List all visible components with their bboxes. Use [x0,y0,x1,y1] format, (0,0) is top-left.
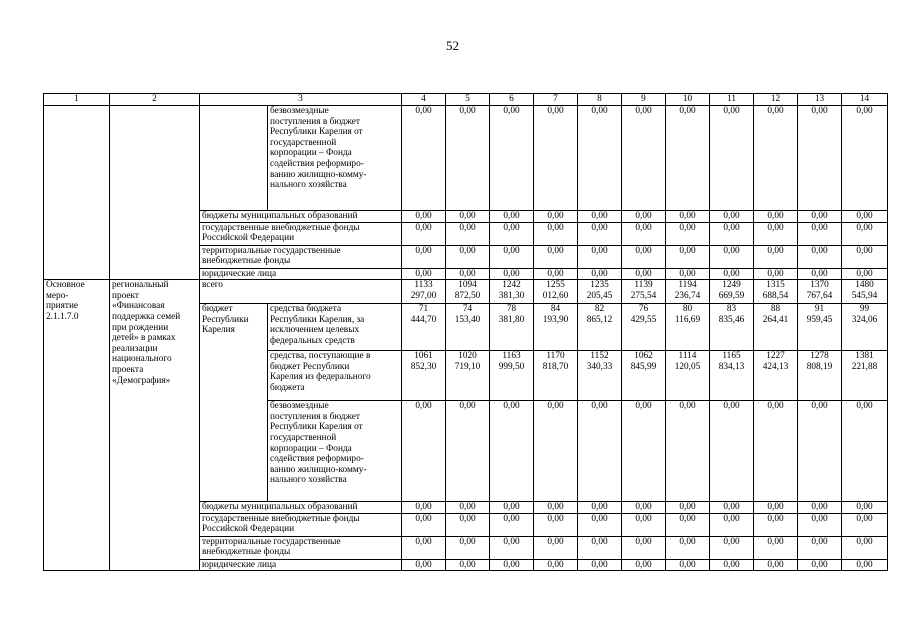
header-cell: 1 [44,94,110,106]
value-cell: 0,00 [798,536,842,559]
value-cell: 0,00 [754,222,798,245]
value-cell: 0,00 [578,559,622,571]
value-cell: 1020 719,10 [446,351,490,401]
value-cell: 0,00 [798,401,842,502]
row-label: средства бюджета Республики Карелия, за исключением целевых федеральных средств [268,304,402,351]
value-cell: 0,00 [666,222,710,245]
value-cell: 0,00 [490,502,534,514]
value-cell: 0,00 [490,245,534,268]
header-cell: 5 [446,94,490,106]
header-cell: 2 [110,94,200,106]
measure-name: региональный проект «Финансовая поддержка семей при рождении детей» в рамках реализации национального проекта «Демография» [110,280,200,571]
value-cell: 1242 381,30 [490,280,534,304]
value-cell: 0,00 [534,268,578,280]
header-row [44,94,888,106]
row-label: средства, поступающие в бюджет Республики Карелия из федерального бюджета [268,351,402,401]
value-cell: 0,00 [798,502,842,514]
value-cell: 0,00 [798,222,842,245]
value-cell: 0,00 [842,245,888,268]
value-cell: 0,00 [446,559,490,571]
value-cell: 0,00 [446,401,490,502]
value-cell: 0,00 [490,211,534,223]
value-cell: 0,00 [534,106,578,211]
value-cell: 0,00 [490,401,534,502]
header-cell: 4 [402,94,446,106]
budget-group-label: бюджет Республики Карелия [200,304,268,502]
value-cell: 83 835,46 [710,304,754,351]
value-cell: 0,00 [578,268,622,280]
value-cell: 0,00 [534,401,578,502]
value-cell: 0,00 [446,513,490,536]
value-cell: 0,00 [446,222,490,245]
value-cell: 1133 297,00 [402,280,446,304]
value-cell: 0,00 [710,106,754,211]
value-cell: 0,00 [842,559,888,571]
value-cell: 0,00 [622,513,666,536]
header-cell: 11 [710,94,754,106]
value-cell: 0,00 [534,245,578,268]
value-cell: 0,00 [402,401,446,502]
measure-code: Основное меро- приятие 2.1.1.7.0 [44,280,110,571]
value-cell: 0,00 [710,536,754,559]
value-cell: 0,00 [798,106,842,211]
value-cell: 88 264,41 [754,304,798,351]
value-cell: 0,00 [534,513,578,536]
value-cell: 0,00 [402,106,446,211]
value-cell: 0,00 [622,502,666,514]
value-cell: 0,00 [578,106,622,211]
empty-cell [44,106,110,280]
value-cell: 1170 818,70 [534,351,578,401]
empty-cell [110,106,200,280]
value-cell: 0,00 [446,502,490,514]
value-cell: 1227 424,13 [754,351,798,401]
header-cell: 6 [490,94,534,106]
value-cell: 0,00 [666,559,710,571]
value-cell: 1163 999,50 [490,351,534,401]
header-cell: 3 [200,94,402,106]
value-cell: 0,00 [622,222,666,245]
value-cell: 0,00 [402,513,446,536]
value-cell: 1194 236,74 [666,280,710,304]
value-cell: 1480 545,94 [842,280,888,304]
value-cell: 0,00 [666,268,710,280]
value-cell: 0,00 [798,211,842,223]
value-cell: 0,00 [446,536,490,559]
page-number: 52 [446,38,459,53]
row-label: юридические лица [200,268,402,280]
value-cell: 1114 120,05 [666,351,710,401]
value-cell: 0,00 [842,401,888,502]
value-cell: 0,00 [754,502,798,514]
value-cell: 1255 012,60 [534,280,578,304]
value-cell: 0,00 [710,401,754,502]
header-cell: 7 [534,94,578,106]
value-cell: 0,00 [402,245,446,268]
row-label: безвозмездные поступления в бюджет Республики Карелия от государственной корпорации – Фонда содействия реформиро- ванию жилищно-комму- нального хозяйства [268,106,402,211]
row-label: территориальные государственные внебюджетные фонды [200,536,402,559]
value-cell: 0,00 [710,559,754,571]
row-label: территориальные государственные внебюджетные фонды [200,245,402,268]
value-cell: 0,00 [666,401,710,502]
value-cell: 0,00 [446,268,490,280]
value-cell: 0,00 [842,268,888,280]
row-label: юридические лица [200,559,402,571]
value-cell: 82 865,12 [578,304,622,351]
value-cell: 1235 205,45 [578,280,622,304]
value-cell: 80 116,69 [666,304,710,351]
value-cell: 0,00 [578,502,622,514]
value-cell: 1139 275,54 [622,280,666,304]
value-cell: 0,00 [402,222,446,245]
value-cell: 0,00 [402,536,446,559]
value-cell: 0,00 [534,559,578,571]
value-cell: 74 153,40 [446,304,490,351]
value-cell: 0,00 [578,222,622,245]
value-cell: 0,00 [798,559,842,571]
value-cell: 0,00 [754,268,798,280]
value-cell: 0,00 [754,559,798,571]
value-cell: 0,00 [578,536,622,559]
value-cell: 0,00 [842,513,888,536]
value-cell: 0,00 [798,513,842,536]
row-label: государственные внебюджетные фонды Российской Федерации [200,513,402,536]
value-cell: 1370 767,64 [798,280,842,304]
value-cell: 0,00 [578,401,622,502]
value-cell: 1165 834,13 [710,351,754,401]
row-label: безвозмездные поступления в бюджет Республики Карелия от государственной корпорации – Фонда содействия реформиро- ванию жилищно-комму- нального хозяйства [268,401,402,502]
value-cell: 71 444,70 [402,304,446,351]
value-cell: 0,00 [710,245,754,268]
header-cell: 14 [842,94,888,106]
value-cell: 0,00 [622,245,666,268]
value-cell: 0,00 [490,222,534,245]
value-cell: 0,00 [710,211,754,223]
value-cell: 0,00 [402,559,446,571]
value-cell: 0,00 [622,401,666,502]
value-cell: 0,00 [754,106,798,211]
total-row [44,280,888,304]
value-cell: 0,00 [754,211,798,223]
value-cell: 0,00 [490,268,534,280]
value-cell: 0,00 [578,211,622,223]
value-cell: 99 324,06 [842,304,888,351]
value-cell: 0,00 [710,502,754,514]
value-cell: 0,00 [798,268,842,280]
value-cell: 0,00 [578,245,622,268]
value-cell: 0,00 [710,268,754,280]
value-cell: 0,00 [622,211,666,223]
value-cell: 1381 221,88 [842,351,888,401]
value-cell: 0,00 [666,106,710,211]
value-cell: 84 193,90 [534,304,578,351]
value-cell: 0,00 [798,245,842,268]
value-cell: 0,00 [754,245,798,268]
value-cell: 0,00 [666,245,710,268]
budget-table [43,93,888,571]
value-cell: 0,00 [402,502,446,514]
value-cell: 0,00 [754,536,798,559]
value-cell: 0,00 [622,106,666,211]
value-cell: 0,00 [578,513,622,536]
value-cell: 0,00 [710,513,754,536]
value-cell: 0,00 [534,211,578,223]
value-cell: 0,00 [622,536,666,559]
header-cell: 10 [666,94,710,106]
value-cell: 0,00 [842,536,888,559]
value-cell: 0,00 [490,559,534,571]
value-cell: 1278 808,19 [798,351,842,401]
value-cell: 0,00 [842,211,888,223]
value-cell: 1315 688,54 [754,280,798,304]
value-cell: 1152 340,33 [578,351,622,401]
value-cell: 0,00 [534,502,578,514]
row-label: всего [200,280,402,304]
empty-cell [200,106,268,211]
value-cell: 0,00 [710,222,754,245]
value-cell: 0,00 [622,559,666,571]
value-cell: 0,00 [842,222,888,245]
header-cell: 12 [754,94,798,106]
value-cell: 0,00 [490,106,534,211]
value-cell: 0,00 [446,245,490,268]
value-cell: 1061 852,30 [402,351,446,401]
header-cell: 13 [798,94,842,106]
value-cell: 0,00 [842,106,888,211]
value-cell: 1249 669,59 [710,280,754,304]
header-cell: 8 [578,94,622,106]
value-cell: 76 429,55 [622,304,666,351]
value-cell: 78 381,80 [490,304,534,351]
value-cell: 0,00 [490,513,534,536]
value-cell: 0,00 [666,536,710,559]
value-cell: 0,00 [754,513,798,536]
value-cell: 1062 845,99 [622,351,666,401]
value-cell: 0,00 [446,211,490,223]
value-cell: 0,00 [534,536,578,559]
value-cell: 0,00 [666,513,710,536]
value-cell: 0,00 [402,268,446,280]
value-cell: 1094 872,50 [446,280,490,304]
value-cell: 0,00 [534,222,578,245]
value-cell: 0,00 [666,211,710,223]
row-label: государственные внебюджетные фонды Российской Федерации [200,222,402,245]
header-cell: 9 [622,94,666,106]
value-cell: 0,00 [754,401,798,502]
value-cell: 0,00 [402,211,446,223]
value-cell: 0,00 [490,536,534,559]
value-cell: 0,00 [842,502,888,514]
value-cell: 0,00 [622,268,666,280]
value-cell: 91 959,45 [798,304,842,351]
table-row [44,106,888,211]
row-label: бюджеты муниципальных образований [200,211,402,223]
row-label: бюджеты муниципальных образований [200,502,402,514]
value-cell: 0,00 [666,502,710,514]
value-cell: 0,00 [446,106,490,211]
